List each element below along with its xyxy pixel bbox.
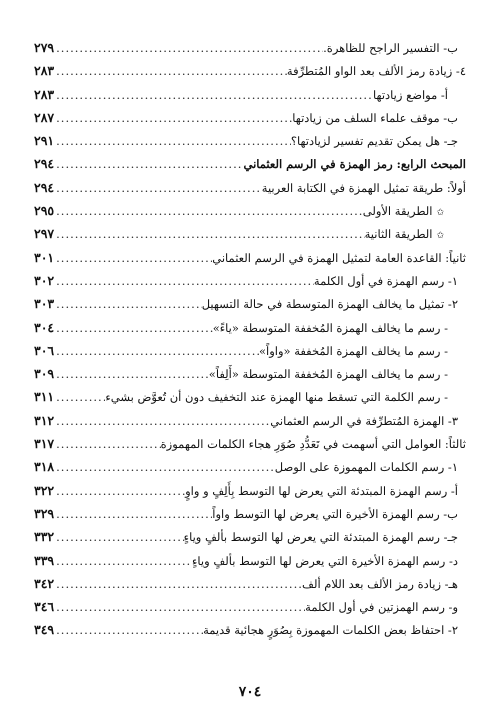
toc-entry-page: ٣٠١ (34, 249, 55, 265)
toc-entry (34, 595, 466, 618)
dot-leader (54, 293, 202, 316)
toc-entry-page: ٢٧٩ (34, 40, 55, 55)
toc-entry-page: ٣٢٩ (34, 505, 55, 521)
toc-entry-page: ٣٠٤ (34, 319, 55, 335)
dot-leader (54, 153, 243, 176)
toc-entry-label (184, 526, 458, 549)
toc-entry-page: ٣٢٢ (34, 482, 55, 498)
toc-entry-page: ٣١٨ (34, 459, 55, 475)
toc-entry-text: الطريقة الأولى (362, 204, 433, 219)
toc-entry (34, 572, 466, 595)
dot-leader (54, 223, 364, 246)
toc-entry-page: ٢٨٧ (34, 109, 55, 125)
toc-entry-text: ١- رسم الهمزة في أول الكلمة (313, 273, 458, 288)
dot-leader (54, 317, 213, 340)
dot-leader (54, 340, 259, 363)
toc-entry (34, 362, 466, 385)
toc-entry (34, 36, 466, 59)
toc-entry-page: ٣٣٢ (34, 529, 55, 545)
dot-leader (54, 596, 305, 619)
toc-entry-text: ١- رسم الكلمات المهموزة على الوصل (274, 460, 458, 475)
dot-leader (54, 410, 270, 433)
toc-entry (34, 199, 466, 222)
toc-entry-label (270, 410, 458, 433)
toc-entry-page: ٢٩٤ (34, 156, 55, 172)
dot-leader (54, 84, 373, 107)
toc-entry (34, 502, 466, 525)
toc-entry (34, 269, 466, 292)
toc-entry-page: ٣١٢ (34, 412, 55, 428)
dot-leader (54, 200, 363, 223)
toc-entry (34, 385, 466, 408)
toc-entry-label (243, 153, 466, 176)
toc-entry-text: و- رسم الهمزتين في أول الكلمة (305, 600, 458, 615)
toc-entry-text: - رسم ما يخالف الهمزة المُخففة المتوسطة «أَلِفاً» (208, 367, 448, 382)
dot-leader (54, 573, 302, 596)
toc-entry-text: أ- رسم الهمزة المبتدئة التي يعرض لها التوسط بِأَلِفٍ و واوٍ (185, 483, 458, 498)
dot-leader (54, 37, 323, 60)
toc-entry-label (287, 60, 466, 83)
toc-entry-label (212, 247, 466, 270)
toc-entry (34, 176, 466, 199)
dot-leader (54, 107, 292, 130)
dot-leader (54, 456, 275, 479)
star-icon: ✩ (436, 208, 444, 219)
dot-leader (54, 619, 203, 642)
dot-leader (54, 363, 209, 386)
dot-leader (54, 526, 184, 549)
toc-entry (34, 479, 466, 502)
toc-entry-text: أ- مواضع زيادتها (373, 87, 448, 102)
toc-entry (34, 525, 466, 548)
toc-entry-text: - رسم ما يخالف الهمزة المُخففة «واواً» (258, 343, 448, 358)
toc-entry (34, 292, 466, 315)
toc-entry (34, 152, 466, 175)
table-of-contents (34, 36, 466, 642)
toc-entry-page: ٣٠٢ (34, 272, 55, 288)
dot-leader (54, 60, 287, 83)
toc-entry-text: جـ- رسم الهمزة المبتدئة التي يعرض لها التوسط بألفٍ وياءٍ (183, 530, 458, 545)
toc-entry-label (314, 270, 458, 293)
toc-entry-page: ٣٤٢ (34, 575, 55, 591)
dot-leader (54, 386, 105, 409)
dot-leader (54, 503, 212, 526)
dot-leader (54, 270, 314, 293)
dot-leader (54, 550, 192, 573)
toc-entry-label (363, 200, 444, 225)
toc-entry-label (305, 596, 458, 619)
toc-entry-text: ٤- زيادة رمز الألف بعد الواو المُتطرِّفة (286, 64, 466, 79)
toc-entry (34, 59, 466, 82)
toc-entry-text: جـ- هل يمكن تقديم تفسير لزيادتها؟ (290, 134, 458, 149)
toc-entry-page: ٣٠٦ (34, 342, 55, 358)
toc-entry-text: ثالثاً: العوامل التي أسهمت في تَعَدُّدِ صُوَرِ هجاء الكلمات المهموزة (160, 437, 466, 452)
toc-entry-label (213, 317, 448, 340)
toc-entry (34, 339, 466, 362)
toc-entry (34, 409, 466, 432)
toc-entry-page: ٢٨٣ (34, 63, 55, 79)
toc-entry-label (105, 386, 448, 409)
toc-entry-page: ٣٣٩ (34, 552, 55, 568)
toc-entry-label (185, 480, 458, 503)
toc-entry-page: ٢٩٤ (34, 179, 55, 195)
toc-entry-page: ٣٠٩ (34, 366, 55, 382)
page-number: ٧٠٤ (238, 684, 262, 700)
toc-entry-page: ٣٠٣ (34, 296, 55, 312)
toc-entry (34, 83, 466, 106)
dot-leader (54, 247, 212, 270)
toc-entry (34, 549, 466, 572)
toc-entry-page: ٢٨٣ (34, 86, 55, 102)
toc-entry-label (291, 130, 458, 153)
toc-entry-text: ب- موقف علماء السلف من زيادتها (292, 110, 458, 125)
toc-entry (34, 106, 466, 129)
toc-entry (34, 455, 466, 478)
toc-entry-page: ٣٤٦ (34, 599, 55, 615)
toc-entry-label (203, 619, 458, 642)
toc-entry-text: - رسم الكلمة التي تسقط منها الهمزة عند التخفيف دون أن تُعوَّض بشيء (105, 390, 448, 405)
toc-entry-page: ٢٩٥ (34, 203, 55, 219)
toc-entry-label (209, 363, 448, 386)
toc-entry-page: ٣٤٩ (34, 622, 55, 638)
toc-entry-label (192, 550, 458, 573)
toc-entry-label (292, 107, 458, 130)
toc-entry-text: ٢- تمثيل ما يخالف الهمزة المتوسطة في حالة التسهيل (201, 297, 458, 312)
toc-entry-label (161, 433, 466, 456)
toc-entry-text: ٣- الهمزة المُتطرِّفة في الرسم العثماني (270, 413, 458, 428)
toc-entry (34, 316, 466, 339)
dot-leader (54, 480, 185, 503)
toc-entry-label (262, 177, 466, 200)
toc-entry-text: أولاً: طريقة تمثيل الهمزة في الكتابة العربية (261, 180, 466, 195)
toc-entry (34, 618, 466, 641)
toc-entry-page: ٣١١ (34, 389, 55, 405)
toc-entry (34, 222, 466, 245)
toc-entry-label (212, 503, 458, 526)
toc-entry-text: الطريقة الثانية (364, 227, 433, 242)
toc-entry-label (373, 84, 448, 107)
dot-leader (54, 130, 291, 153)
toc-entry-text: د- رسم الهمزة الأخيرة التي يعرض لها التوسط بألفٍ وياءٍ (192, 553, 458, 568)
toc-entry (34, 432, 466, 455)
toc-entry-label (202, 293, 458, 316)
toc-entry-text: هـ- زيادة رمز الألف بعد اللام ألف (302, 576, 458, 591)
toc-entry-label (323, 37, 458, 60)
dot-leader (54, 433, 161, 456)
toc-entry-text: ٢- احتفاظ بعض الكلمات المهموزة بِصُوَرٍ هجائية قديمة (203, 623, 458, 638)
toc-entry-label (365, 223, 444, 248)
toc-entry-label (275, 456, 458, 479)
toc-entry-page: ٢٩١ (34, 133, 55, 149)
toc-entry-text: ب- رسم الهمزة الأخيرة التي يعرض لها التوسط واواً (212, 506, 458, 521)
toc-entry-text: - رسم ما يخالف الهمزة المُخففة المتوسطة «ياءً» (212, 320, 448, 335)
toc-entry-text: المبحث الرابع: رمز الهمزة في الرسم العثماني (243, 157, 466, 172)
toc-entry-label (259, 340, 448, 363)
toc-entry-text: ثانياً: القاعدة العامة لتمثيل الهمزة في الرسم العثماني (212, 250, 466, 265)
toc-entry (34, 129, 466, 152)
toc-entry (34, 246, 466, 269)
toc-entry-label (302, 573, 458, 596)
toc-entry-text: ب- التفسير الراجح للظاهرة. (323, 41, 458, 55)
toc-entry-page: ٣١٧ (34, 436, 55, 452)
star-icon: ✩ (436, 231, 444, 242)
toc-entry-page: ٢٩٧ (34, 226, 55, 242)
dot-leader (54, 177, 262, 200)
